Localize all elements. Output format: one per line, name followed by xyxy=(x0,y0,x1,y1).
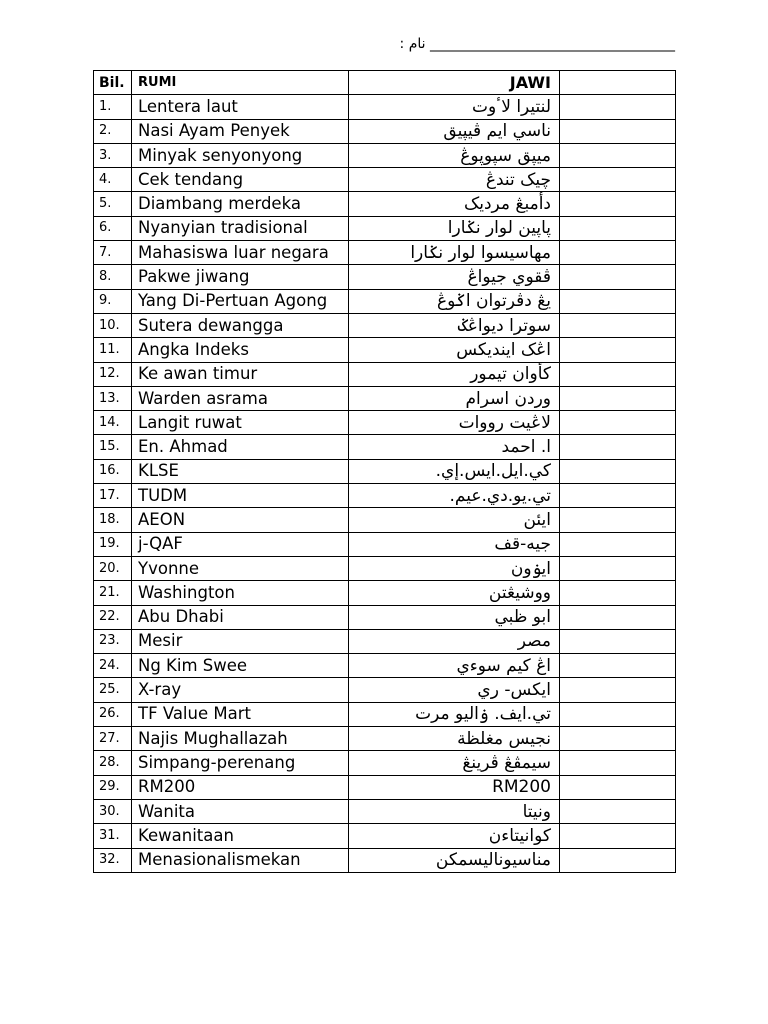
rumi-cell: Warden asrama xyxy=(132,386,349,410)
row-number: 29. xyxy=(94,775,132,799)
row-number: 10. xyxy=(94,313,132,337)
table-row xyxy=(94,435,676,459)
blank-cell xyxy=(560,192,676,216)
jawi-cell: سوترا ديواڠݢ xyxy=(349,313,560,337)
row-number: 13. xyxy=(94,386,132,410)
row-number: 31. xyxy=(94,824,132,848)
header-bil: Bil. xyxy=(94,71,132,95)
jawi-cell: ڽاڽين لوار نݢارا xyxy=(349,216,560,240)
rumi-cell: Menasionalismekan xyxy=(132,848,349,872)
jawi-cell: مناسيوناليسمکن xyxy=(349,848,560,872)
blank-cell xyxy=(560,338,676,362)
table-row xyxy=(94,386,676,410)
jawi-cell: نجيس مغلظة xyxy=(349,727,560,751)
blank-cell xyxy=(560,727,676,751)
row-number: 28. xyxy=(94,751,132,775)
blank-cell xyxy=(560,313,676,337)
table-row xyxy=(94,289,676,313)
row-number: 32. xyxy=(94,848,132,872)
table-row xyxy=(94,459,676,483)
rumi-cell: Cek tendang xyxy=(132,168,349,192)
jawi-cell: ناسي ايم ڤيپيق xyxy=(349,119,560,143)
blank-cell xyxy=(560,799,676,823)
rumi-cell: Simpang-perenang xyxy=(132,751,349,775)
jawi-cell: يڠ دڤرتوان اݢوڠ xyxy=(349,289,560,313)
row-number: 17. xyxy=(94,484,132,508)
row-number: 18. xyxy=(94,508,132,532)
row-number: 19. xyxy=(94,532,132,556)
jawi-cell: اڠک ايندیکس xyxy=(349,338,560,362)
table-row xyxy=(94,119,676,143)
rumi-cell: Minyak senyonyong xyxy=(132,143,349,167)
jawi-cell: ايئن xyxy=(349,508,560,532)
rumi-cell: Abu Dhabi xyxy=(132,605,349,629)
blank-cell xyxy=(560,751,676,775)
row-number: 21. xyxy=(94,581,132,605)
jawi-cell: لنتيرا لاٴوت xyxy=(349,95,560,119)
jawi-cell: ونيتا xyxy=(349,799,560,823)
rumi-cell: TUDM xyxy=(132,484,349,508)
jawi-cell: کوانيتاءن xyxy=(349,824,560,848)
table-row xyxy=(94,508,676,532)
row-number: 22. xyxy=(94,605,132,629)
row-number: 11. xyxy=(94,338,132,362)
table-row xyxy=(94,362,676,386)
jawi-cell: مهاسيسوا لوار نݢارا xyxy=(349,241,560,265)
jawi-cell: ابو ظبي xyxy=(349,605,560,629)
header-blank-cell xyxy=(560,71,676,95)
blank-cell xyxy=(560,241,676,265)
rumi-cell: Angka Indeks xyxy=(132,338,349,362)
row-number: 27. xyxy=(94,727,132,751)
jawi-cell: تي.ايف. ۏاليو مرت xyxy=(349,702,560,726)
row-number: 14. xyxy=(94,411,132,435)
rumi-jawi-table xyxy=(93,70,676,873)
rumi-cell: Najis Mughallazah xyxy=(132,727,349,751)
table-row xyxy=(94,216,676,240)
name-label: نام : xyxy=(399,36,426,52)
row-number: 9. xyxy=(94,289,132,313)
rumi-cell: KLSE xyxy=(132,459,349,483)
table-row xyxy=(94,799,676,823)
blank-cell xyxy=(560,702,676,726)
blank-cell xyxy=(560,678,676,702)
rumi-cell: Kewanitaan xyxy=(132,824,349,848)
table-row xyxy=(94,751,676,775)
rumi-cell: TF Value Mart xyxy=(132,702,349,726)
row-number: 24. xyxy=(94,654,132,678)
blank-cell xyxy=(560,605,676,629)
jawi-cell: ايکس- ري xyxy=(349,678,560,702)
blank-cell xyxy=(560,95,676,119)
jawi-cell: ميڽق سڽوڽوڠ xyxy=(349,143,560,167)
blank-cell xyxy=(560,265,676,289)
blank-cell xyxy=(560,216,676,240)
row-number: 26. xyxy=(94,702,132,726)
jawi-cell: RM200 xyxy=(349,775,560,799)
row-number: 1. xyxy=(94,95,132,119)
table-row xyxy=(94,241,676,265)
row-number: 5. xyxy=(94,192,132,216)
rumi-cell: Nasi Ayam Penyek xyxy=(132,119,349,143)
name-blank: ___________________________________ xyxy=(430,36,675,52)
table-row xyxy=(94,484,676,508)
blank-cell xyxy=(560,629,676,653)
table-row xyxy=(94,411,676,435)
table-row xyxy=(94,313,676,337)
rumi-cell: Pakwe jiwang xyxy=(132,265,349,289)
blank-cell xyxy=(560,459,676,483)
row-number: 4. xyxy=(94,168,132,192)
rumi-cell: Mesir xyxy=(132,629,349,653)
table-row xyxy=(94,775,676,799)
table-row xyxy=(94,532,676,556)
rumi-cell: En. Ahmad xyxy=(132,435,349,459)
rumi-cell: Langit ruwat xyxy=(132,411,349,435)
blank-cell xyxy=(560,119,676,143)
table-row xyxy=(94,581,676,605)
rumi-cell: Ng Kim Swee xyxy=(132,654,349,678)
row-number: 2. xyxy=(94,119,132,143)
blank-cell xyxy=(560,143,676,167)
blank-cell xyxy=(560,556,676,580)
rumi-cell: Washington xyxy=(132,581,349,605)
row-number: 7. xyxy=(94,241,132,265)
blank-cell xyxy=(560,848,676,872)
rumi-cell: Diambang merdeka xyxy=(132,192,349,216)
table-row xyxy=(94,605,676,629)
blank-cell xyxy=(560,289,676,313)
jawi-cell: چيک تندڠ xyxy=(349,168,560,192)
jawi-cell: مصر xyxy=(349,629,560,653)
row-number: 23. xyxy=(94,629,132,653)
blank-cell xyxy=(560,775,676,799)
table-row xyxy=(94,702,676,726)
table-row xyxy=(94,192,676,216)
row-number: 16. xyxy=(94,459,132,483)
jawi-cell: لاڠيت رووات xyxy=(349,411,560,435)
blank-cell xyxy=(560,168,676,192)
table-row xyxy=(94,848,676,872)
table-row xyxy=(94,338,676,362)
jawi-cell: اڠ كيم سوءي xyxy=(349,654,560,678)
jawi-cell: دأمبڠ مرديک xyxy=(349,192,560,216)
jawi-cell: ا. احمد xyxy=(349,435,560,459)
row-number: 8. xyxy=(94,265,132,289)
rumi-cell: Ke awan timur xyxy=(132,362,349,386)
table-row xyxy=(94,168,676,192)
row-number: 6. xyxy=(94,216,132,240)
row-number: 25. xyxy=(94,678,132,702)
table-header-row xyxy=(94,71,676,95)
table-row xyxy=(94,727,676,751)
jawi-cell: جيه-قف xyxy=(349,532,560,556)
row-number: 3. xyxy=(94,143,132,167)
jawi-cell: ووشيڠتن xyxy=(349,581,560,605)
blank-cell xyxy=(560,435,676,459)
jawi-cell: ڤقوي جيواڠ xyxy=(349,265,560,289)
row-number: 15. xyxy=(94,435,132,459)
rumi-cell: RM200 xyxy=(132,775,349,799)
jawi-cell: سيمڤڠ ڤرينڠ xyxy=(349,751,560,775)
blank-cell xyxy=(560,824,676,848)
rumi-cell: Yvonne xyxy=(132,556,349,580)
rumi-cell: AEON xyxy=(132,508,349,532)
rumi-cell: Lentera laut xyxy=(132,95,349,119)
row-number: 30. xyxy=(94,799,132,823)
jawi-cell: كي.ايل.ايس.إي. xyxy=(349,459,560,483)
row-number: 12. xyxy=(94,362,132,386)
rumi-cell: Nyanyian tradisional xyxy=(132,216,349,240)
table-row xyxy=(94,629,676,653)
blank-cell xyxy=(560,386,676,410)
table-row xyxy=(94,678,676,702)
table-row xyxy=(94,556,676,580)
table-row xyxy=(94,654,676,678)
name-field-line xyxy=(300,36,675,52)
jawi-cell: کأوان تيمور xyxy=(349,362,560,386)
rumi-cell: Mahasiswa luar negara xyxy=(132,241,349,265)
blank-cell xyxy=(560,362,676,386)
blank-cell xyxy=(560,654,676,678)
table-row xyxy=(94,265,676,289)
blank-cell xyxy=(560,581,676,605)
blank-cell xyxy=(560,532,676,556)
jawi-cell: تي.يو.دي.عيم. xyxy=(349,484,560,508)
jawi-cell: ايۏون xyxy=(349,556,560,580)
jawi-cell: وردن اسرام xyxy=(349,386,560,410)
blank-cell xyxy=(560,508,676,532)
table-row xyxy=(94,95,676,119)
table-row xyxy=(94,143,676,167)
rumi-cell: X-ray xyxy=(132,678,349,702)
row-number: 20. xyxy=(94,556,132,580)
rumi-cell: Sutera dewangga xyxy=(132,313,349,337)
table-row xyxy=(94,824,676,848)
rumi-cell: Wanita xyxy=(132,799,349,823)
blank-cell xyxy=(560,484,676,508)
header-jawi: JAWI xyxy=(349,71,560,95)
blank-cell xyxy=(560,411,676,435)
rumi-cell: Yang Di-Pertuan Agong xyxy=(132,289,349,313)
header-rumi: RUMI xyxy=(132,71,349,95)
rumi-cell: j-QAF xyxy=(132,532,349,556)
